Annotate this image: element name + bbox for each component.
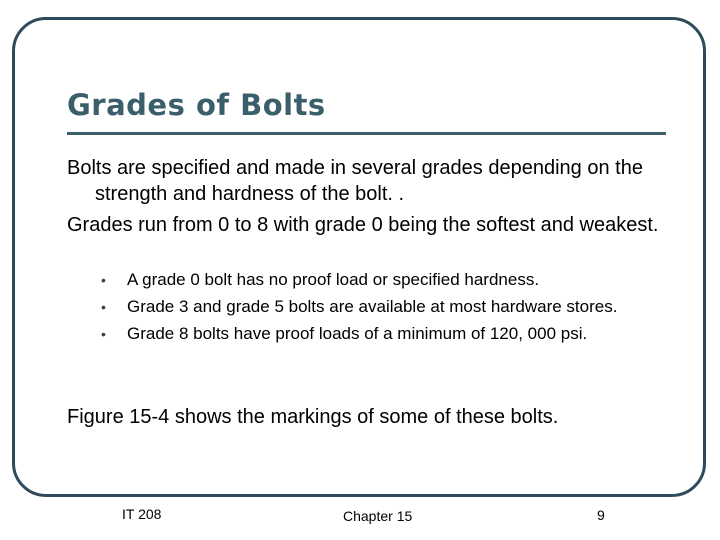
bullet-item [100, 322, 640, 346]
bullet-text: Grade 8 bolts have proof loads of a minimum of 120, 000 psi. [127, 324, 588, 343]
paragraph-grade-range: Grades run from 0 to 8 with grade 0 being the softest and weakest. [67, 214, 659, 236]
title-divider [67, 132, 666, 135]
bullet-dot-icon: • [101, 326, 106, 342]
slide-title: Grades of Bolts [67, 88, 326, 122]
paragraph-figure-reference: Figure 15-4 shows the markings of some of these bolts. [67, 406, 559, 428]
bullet-list [100, 268, 640, 349]
bullet-item [100, 268, 640, 292]
footer-page-number: 9 [597, 507, 605, 523]
bullet-item [100, 295, 640, 319]
bullet-dot-icon: • [101, 272, 106, 288]
bullet-text: A grade 0 bolt has no proof load or specified hardness. [127, 270, 540, 289]
bullet-dot-icon: • [101, 299, 106, 315]
paragraph-bolt-specification: Bolts are specified and made in several grades depending on the strength and hardness of the bolt. . [67, 157, 643, 205]
footer-chapter: Chapter 15 [343, 508, 413, 524]
bullet-text: Grade 3 and grade 5 bolts are available at most hardware stores. [127, 297, 618, 316]
footer-course: IT 208 [122, 506, 162, 522]
